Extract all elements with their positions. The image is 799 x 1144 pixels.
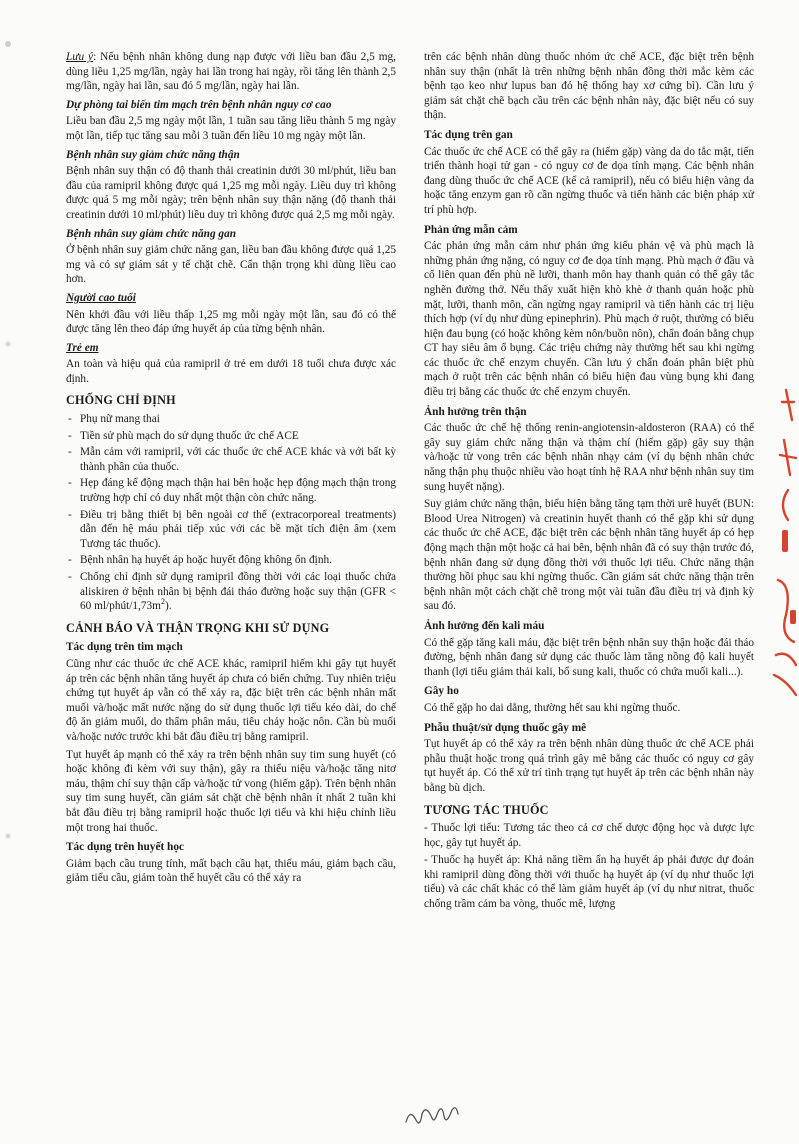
list-item: - Hẹp đáng kể động mạch thận hai bên hoặc hẹp động mạch thận trong trường hợp chỉ có duy nhất một thận còn chức năng. [66, 476, 396, 505]
heading-renal-impairment: Bệnh nhân suy giảm chức năng thận [66, 148, 240, 161]
heading-contraindications: CHỐNG CHỈ ĐỊNH [66, 393, 176, 408]
paragraph-cardio-effects-1: Cũng như các thuốc ức chế ACE khác, ramipril hiếm khi gây tụt huyết áp trên các bệnh nhân tăng huyết áp chưa có biến chứng. Tuy nhiên triệu chứng tụt huyết áp vẫn có thể xảy ra, đặc biệt trên các bệnh nhân mất muối và/hoặc mất nước nặng do sử dụng thuốc lợi tiểu kéo dài, do chế độ ăn giảm muối, do thẩm phân máu, tiêu chảy hoặc nôn. Cần bù muối và/hoặc nước trước khi bắt đầu điều trị bằng ramipril. [66, 657, 396, 743]
heading-cough: Gây ho [424, 685, 459, 698]
paragraph-cardio-effects-2: Tụt huyết áp mạnh có thể xảy ra trên bệnh nhân suy tim sung huyết (có hoặc không đi kèm với suy thận), gây ra thiểu niệu và/hoặc tăng nitơ máu, thậm chí suy thận cấp và/hoặc tử vong (hiếm gặp). Trên bệnh nhân suy tim sung huyết, cần giám sát chặt chẽ bệnh nhân ít nhất 2 tuần khi bắt đầu điều trị bằng ramipril hoặc thuốc lợi tiểu và khi hiệu chỉnh liều một trong hai thuốc. [66, 748, 396, 834]
list-item: - Mẫn cảm với ramipril, với các thuốc ức chế ACE khác và với bất kỳ thành phần của thuốc. [66, 445, 396, 474]
heading-drug-interactions: TƯƠNG TÁC THUỐC [424, 802, 549, 817]
punch-hole-mark [2, 830, 14, 842]
list-item: - Chống chỉ định sử dụng ramipril đồng thời với các loại thuốc chứa aliskiren ở bệnh nhân bị bệnh đái tháo đường hoặc suy thận (GFR < 60 $ml/phút/1,73m^2$). [66, 570, 396, 614]
heading-warnings: CẢNH BÁO VÀ THẬN TRỌNG KHI SỬ DỤNG [66, 620, 330, 635]
heading-cardio-effects: Tác dụng trên tim mạch [66, 641, 183, 654]
list-item: - Bệnh nhân hạ huyết áp hoặc huyết động không ổn định. [66, 553, 396, 568]
paragraph-cardio-prevention: Liều ban đầu 2,5 mg ngày một lần, 1 tuần sau tăng liều thành 5 mg ngày một lần, tiếp tục tăng sau mỗi 3 tuần đến liều 10 mg ngày một lần. [66, 115, 396, 142]
heading-surgery: Phẫu thuật/sử dụng thuốc gây mê [424, 721, 587, 734]
paragraph-potassium: Có thể gặp tăng kali máu, đặc biệt trên bệnh nhân suy thận hoặc đái tháo đường, bệnh nhân đang sử dụng các thuốc làm tăng nồng độ kali huyết thanh (lợi tiểu giảm thải kali, bổ sung kali, thuốc có chứa muối kali...). [424, 636, 754, 678]
list-item: - Phụ nữ mang thai [66, 412, 396, 427]
heading-kidney-effects: Ảnh hưởng trên thận [424, 405, 527, 418]
signature-mark [402, 1100, 462, 1130]
paragraph-renal-impairment: Bệnh nhân suy thận có độ thanh thải creatinin dưới 30 ml/phút, liều ban đầu của ramipril không được quá 1,25 mg mỗi ngày. Liều duy trì không được quá 5 mg mỗi ngày; trên bệnh nhân suy thận nặng (độ thanh thải creatinin dưới 10 ml/phút) liều duy trì không được quá 2,5 mg mỗi ngày. [66, 165, 396, 221]
paragraph-hypersensitivity: Các phản ứng mẫn cảm như phản ứng kiểu phản vệ và phù mạch là những phản ứng nặng, có nguy cơ đe dọa tính mạng. Phù mạch ở đầu và cổ liên quan đến phù nề lưỡi, thanh môn hay thanh quản có thể gây tắc nghẽn đường thở. Nếu thấy xuất hiện khò khè ở thanh quản hoặc phù mặt, lưỡi, thanh môn, cần ngừng ngay ramipril và tiến hành các trị liệu thích hợp (ví dụ như dùng epinephrin). Phù mạch ở ruột, thường có biểu hiện đau bụng (có hoặc không kèm nôn/buồn nôn), chẩn đoán bằng chụp CT hay siêu âm ổ bụng. Các triệu chứng này thường hết sau khi ngừng các thuốc ức chế enzym chuyển. Cần lưu ý chẩn đoán phân biệt phù mạch ở ruột trên các bệnh nhân có biểu hiện đau vùng bụng khi đang điều trị bằng các thuốc ức chế enzym chuyển. [424, 240, 754, 399]
heading-potassium: Ảnh hưởng đến kali máu [424, 619, 545, 632]
paragraph-hepatic-impairment: Ở bệnh nhân suy giảm chức năng gan, liều ban đầu không được quá 1,25 mg và có sự giám sát y tế chặt chẽ. Cẩn thận trọng khi dùng liều cao hơn. [66, 244, 396, 286]
stamp-mark [758, 380, 798, 710]
right-column [424, 50, 754, 915]
heading-children: Trẻ em [66, 341, 99, 354]
note-paragraph: Lưu ý: Nếu bệnh nhân không dung nạp được với liều ban đầu 2,5 mg, dùng liều 1,25 mg/lần, ngày hai lần trong hai ngày, rồi tăng lên thành 2,5 mg/lần, ngày hai lần, sau đó 5 mg/lần, ngày hai lần. [66, 51, 397, 93]
paragraph-hematology-continued: trên các bệnh nhân dùng thuốc nhóm ức chế ACE, đặc biệt trên bệnh nhân suy thận (nhất là trên những bệnh nhân đồng thời mắc kèm các bệnh tạo keo như lupus ban đỏ hệ thống hay xơ cứng bì). Cần lưu ý giám sát chặt chẽ bạch cầu trên các bệnh nhân này, đặc biệt nếu có suy thận. [424, 51, 754, 122]
heading-hematology: Tác dụng trên huyết học [66, 841, 184, 854]
punch-hole-mark [2, 338, 14, 350]
paragraph-elderly: Nên khởi đầu với liều thấp 1,25 mg mỗi ngày một lần, sau đó có thể được tăng lên theo đáp ứng huyết áp của từng bệnh nhân. [66, 308, 396, 336]
paragraph-interaction-antihypertensives: - Thuốc hạ huyết áp: Khả năng tiềm ẩn hạ huyết áp phải được dự đoán khi ramipril dùng đồng thời với thuốc hạ huyết áp (ví dụ như thuốc lợi tiểu) và các chất khác có thể làm giảm huyết áp (ví dụ như nitrat, thuốc chống trầm cảm ba vòng, thuốc mê, lượng [424, 854, 754, 911]
paragraph-cough: Có thể gặp ho dai dẳng, thường hết sau khi ngừng thuốc. [424, 701, 681, 714]
paragraph-hematology: Giảm bạch cầu trung tính, mất bạch cầu hạt, thiếu máu, giảm bạch cầu, giảm tiểu cầu, giảm toàn thể huyết cầu có thể xảy ra [66, 857, 396, 885]
list-item: - Điều trị bằng thiết bị bên ngoài cơ thể (extracorporeal treatments) dẫn đến hệ máu phải tiếp xúc với các bề mặt tích điện âm (xem Tương tác thuốc). [66, 508, 396, 552]
punch-hole-mark [2, 38, 14, 50]
heading-elderly: Người cao tuổi [66, 291, 136, 304]
paragraph-kidney-effects-1: Các thuốc ức chế hệ thống renin-angiotensin-aldosteron (RAA) có thể gây suy giảm chức năng thận và thậm chí (hiếm gặp) gây suy thận và/hoặc tử vong trên các bệnh nhân nhạy cảm (ví dụ bệnh nhân chức năng thận phụ thuộc nhiều vào hoạt tính hệ RAA như bệnh nhân suy tim sung huyết nặng). [424, 422, 754, 493]
paragraph-children: An toàn và hiệu quả của ramipril ở trẻ em dưới 18 tuổi chưa được xác định. [66, 358, 396, 385]
paragraph-kidney-effects-2: Suy giảm chức năng thận, biểu hiện bằng tăng tạm thời urê huyết (BUN: Blood Urea Nitrogen) và creatinin huyết thanh có thể gặp khi sử dụng các thuốc ức chế ACE, đặc biệt trên các bệnh nhân tăng huyết áp có hẹp động mạch thận một hoặc cả hai bên, bệnh nhân đã có suy thận trước đó, bệnh nhân đang sử dụng đồng thời với thuốc lợi tiểu. Chức năng thận thường hồi phục sau khi ngừng thuốc. Cần giám sát chức năng thận trên bệnh nhân một cách chặt chẽ trong một vài tuần đầu điều trị và định kỳ sau đó. [424, 498, 754, 613]
heading-hepatic-impairment: Bệnh nhân suy giảm chức năng gan [66, 227, 236, 240]
heading-cardio-prevention: Dự phòng tai biến tim mạch trên bệnh nhân nguy cơ cao [66, 98, 332, 111]
contraindications-list [66, 412, 396, 614]
left-column [66, 50, 396, 889]
heading-hypersensitivity: Phản ứng mẫn cảm [424, 223, 518, 236]
paragraph-surgery: Tụt huyết áp có thể xảy ra trên bệnh nhân dùng thuốc ức chế ACE phải phẫu thuật hoặc trong quá trình gây mê bằng các thuốc có nguy cơ gây tụt huyết áp. Có thể xử trí tình trạng tụt huyết áp trên các bệnh nhân này bằng bù dịch. [424, 738, 754, 794]
paragraph-liver-effects: Các thuốc ức chế ACE có thể gây ra (hiếm gặp) vàng da do tắc mật, tiến triển thành hoại tử gan - có nguy cơ đe dọa tính mạng. Các bệnh nhân đang dùng thuốc ức chế ACE (kể cả ramipril), nếu có biểu hiện vàng da hoặc tăng enzym gan rõ cần ngừng thuốc và tiến hành các biện pháp xử trí phù hợp. [424, 145, 754, 216]
heading-liver-effects: Tác dụng trên gan [424, 128, 513, 141]
paragraph-interaction-diuretics: - Thuốc lợi tiểu: Tương tác theo cả cơ chế dược động học và dược lực học, gây tụt huyết áp. [424, 822, 754, 849]
list-item: - Tiền sử phù mạch do sử dụng thuốc ức chế ACE [66, 429, 396, 444]
